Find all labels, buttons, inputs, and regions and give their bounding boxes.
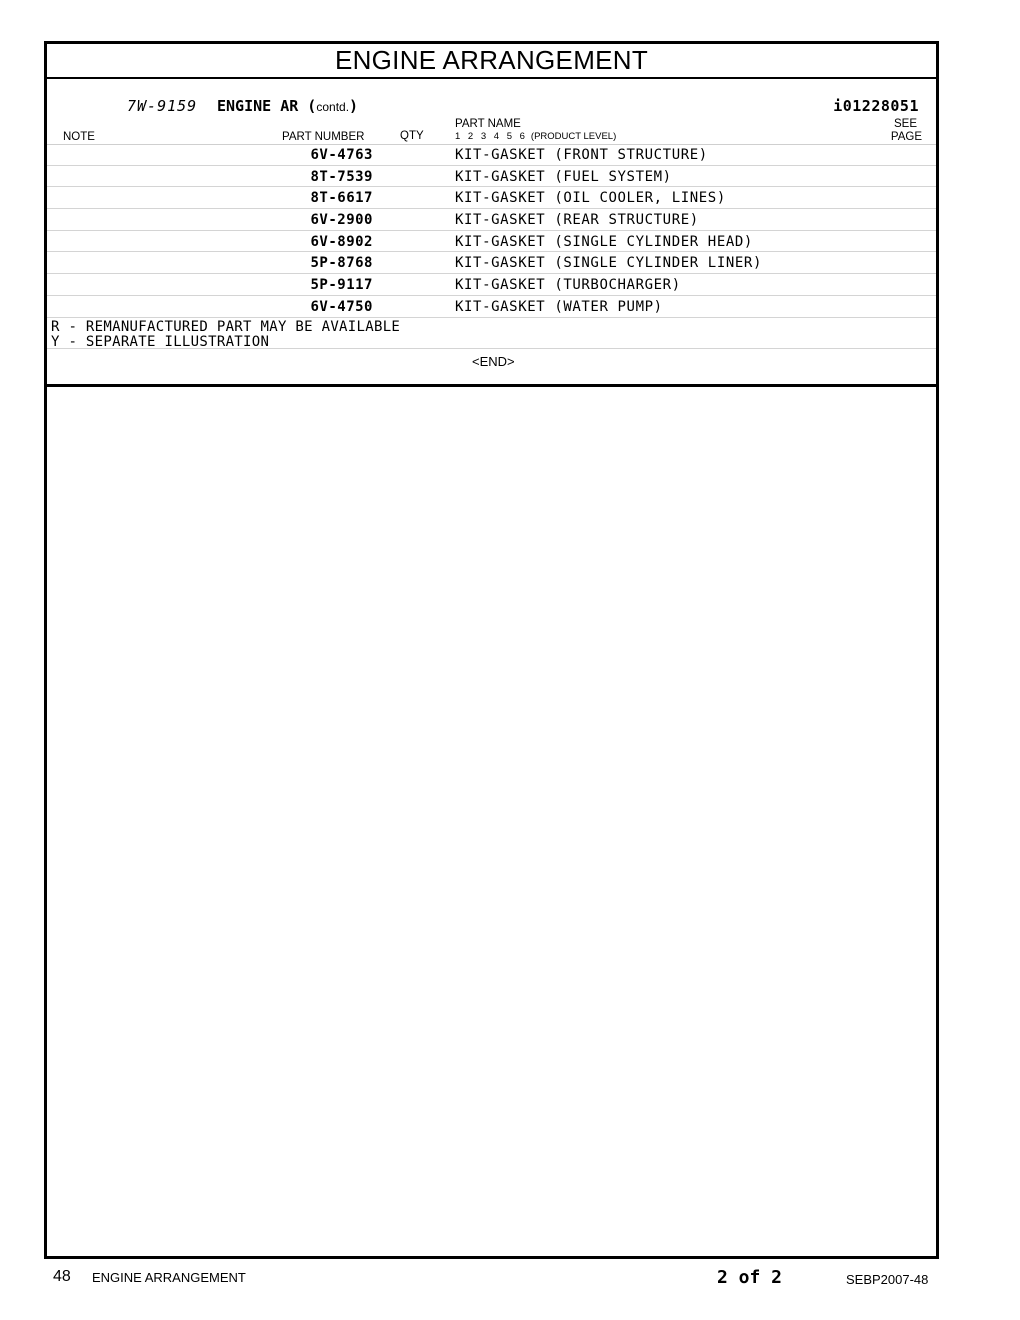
contd-label: contd. xyxy=(316,100,350,114)
footer-page-count: 2 of 2 xyxy=(717,1267,783,1288)
part-name: KIT-GASKET (TURBOCHARGER) xyxy=(455,277,681,294)
footer-page-number: 48 xyxy=(53,1268,71,1285)
table-row xyxy=(47,187,936,209)
column-header-levels xyxy=(455,131,616,142)
part-number: 8T-6617 xyxy=(310,190,373,207)
note-separate-illustration: Y - SEPARATE ILLUSTRATION xyxy=(51,334,270,350)
table-row xyxy=(47,231,936,253)
part-number: 6V-8902 xyxy=(310,233,373,250)
page-title: ENGINE ARRANGEMENT xyxy=(334,45,649,75)
table-row xyxy=(47,274,936,296)
parts-list xyxy=(47,144,936,318)
part-number: 6V-2900 xyxy=(310,212,373,229)
footer-doc-id: SEBP2007-48 xyxy=(846,1272,929,1287)
section-end-rule xyxy=(47,384,936,387)
group-code: 7W-9159 xyxy=(127,97,198,115)
part-number: 6V-4750 xyxy=(310,298,373,315)
part-number: 5P-9117 xyxy=(310,277,373,294)
illustration-id: i01228051 xyxy=(833,97,919,115)
legend-notes xyxy=(51,320,400,350)
page-frame xyxy=(44,41,939,1259)
product-level-label: (PRODUCT LEVEL) xyxy=(530,131,617,142)
footer-section-title: ENGINE ARRANGEMENT xyxy=(92,1270,246,1285)
column-header-part-number: PART NUMBER xyxy=(282,131,365,143)
product-level-numbers: 1 2 3 4 5 6 xyxy=(455,131,525,142)
table-row xyxy=(47,166,936,188)
column-header-part-name: PART NAME xyxy=(455,118,521,130)
table-row xyxy=(47,252,936,274)
group-name xyxy=(217,97,358,115)
part-number: 5P-8768 xyxy=(310,255,373,272)
part-name: KIT-GASKET (OIL COOLER, LINES) xyxy=(455,190,726,207)
part-name: KIT-GASKET (SINGLE CYLINDER LINER) xyxy=(455,255,762,272)
group-name-close: ) xyxy=(349,97,359,115)
part-name: KIT-GASKET (FRONT STRUCTURE) xyxy=(455,147,708,163)
part-name: KIT-GASKET (FUEL SYSTEM) xyxy=(455,168,672,185)
part-name: KIT-GASKET (REAR STRUCTURE) xyxy=(455,212,699,229)
group-name-text: ENGINE AR ( xyxy=(217,97,317,115)
table-row xyxy=(47,296,936,318)
table-row xyxy=(47,144,936,166)
end-marker: <END> xyxy=(472,354,515,369)
column-header-page: PAGE xyxy=(890,131,922,143)
part-name: KIT-GASKET (SINGLE CYLINDER HEAD) xyxy=(455,233,753,250)
title-bar xyxy=(47,44,936,79)
notes-divider xyxy=(47,348,936,349)
column-header-note: NOTE xyxy=(63,131,95,143)
column-header-qty: QTY xyxy=(400,130,424,142)
part-number: 6V-4763 xyxy=(310,147,373,163)
note-remanufactured: R - REMANUFACTURED PART MAY BE AVAILABLE xyxy=(51,319,401,335)
part-name: KIT-GASKET (WATER PUMP) xyxy=(455,298,663,315)
column-header-see: SEE xyxy=(893,118,917,130)
part-number: 8T-7539 xyxy=(310,168,373,185)
table-row xyxy=(47,209,936,231)
